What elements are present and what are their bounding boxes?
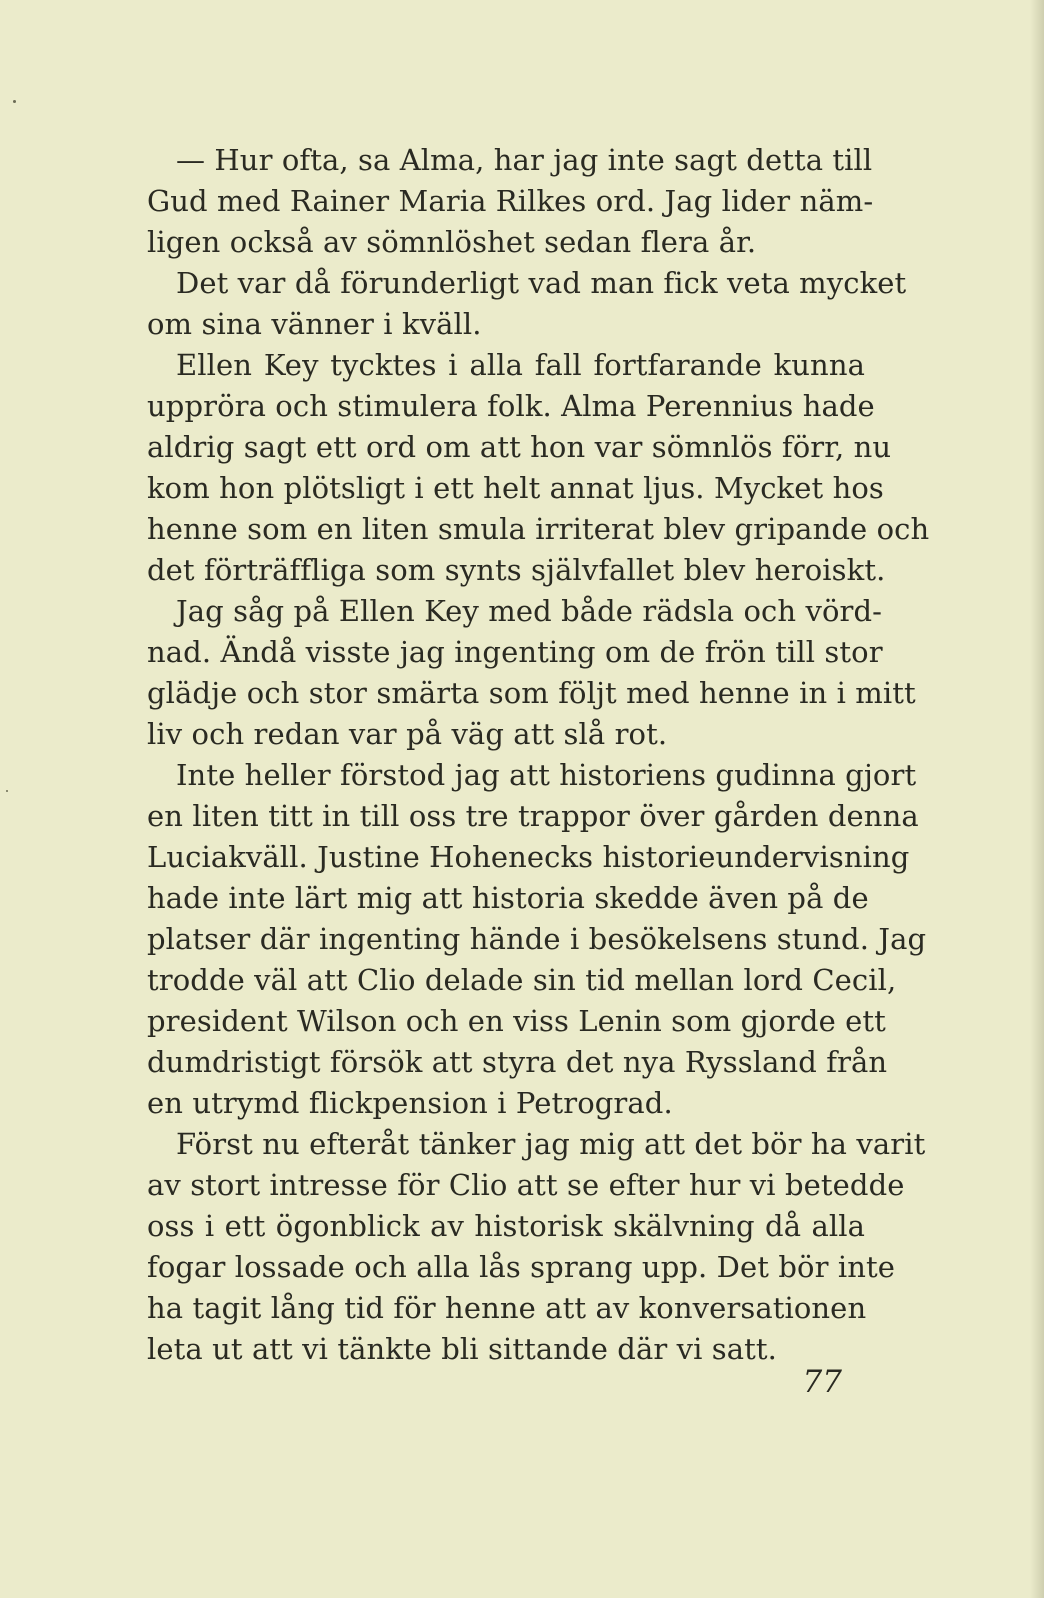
body-text xyxy=(147,140,930,1370)
text-line: nad. Ändå visste jag ingenting om de frön till stor xyxy=(147,635,883,669)
text-line: dumdristigt försök att styra det nya Ryssland från xyxy=(147,1045,888,1079)
text-line: glädje och stor smärta som följt med henne in i mitt xyxy=(147,676,916,710)
text-line: president Wilson och en viss Lenin som gjorde ett xyxy=(147,1004,886,1038)
page-number: 77 xyxy=(802,1364,842,1400)
text-line: liv och redan var på väg att slå rot. xyxy=(147,717,668,751)
paper-speck xyxy=(13,100,16,103)
text-line: Luciakväll. Justine Hohenecks historieundervisning xyxy=(147,840,910,874)
text-line: en utrymd flickpension i Petrograd. xyxy=(147,1086,673,1120)
text-line: leta ut att vi tänkte bli sittande där vi satt. xyxy=(147,1332,777,1366)
text-line: — Hur ofta, sa Alma, har jag inte sagt detta till xyxy=(176,143,873,177)
text-line: om sina vänner i kväll. xyxy=(147,307,482,341)
page-edge-shadow xyxy=(1030,0,1044,1598)
text-line: henne som en liten smula irriterat blev gripande och xyxy=(147,512,930,546)
text-line: kom hon plötsligt i ett helt annat ljus. Mycket hos xyxy=(147,471,884,505)
text-line: Gud med Rainer Maria Rilkes ord. Jag lider näm- xyxy=(147,184,874,218)
text-line: trodde väl att Clio delade sin tid mellan lord Cecil, xyxy=(147,963,897,997)
text-line: det förträffliga som synts självfallet blev heroiskt. xyxy=(147,553,886,587)
text-line: Jag såg på Ellen Key med både rädsla och vörd- xyxy=(176,594,883,628)
paper-speck xyxy=(6,790,8,792)
text-line: Först nu efteråt tänker jag mig att det bör ha varit xyxy=(176,1127,926,1161)
text-line: hade inte lärt mig att historia skedde även på de xyxy=(147,881,869,915)
text-line: Inte heller förstod jag att historiens gudinna gjort xyxy=(176,758,917,792)
text-line: Ellen Key tycktes i alla fall fortfarande kunna xyxy=(176,348,865,382)
text-line: ligen också av sömnlöshet sedan flera år. xyxy=(147,225,757,259)
text-line: uppröra och stimulera folk. Alma Perennius hade xyxy=(147,389,875,423)
text-line: aldrig sagt ett ord om att hon var sömnlös förr, nu xyxy=(147,430,892,464)
text-line: fogar lossade och alla lås sprang upp. Det bör inte xyxy=(147,1250,896,1284)
text-line: av stort intresse för Clio att se efter hur vi betedde xyxy=(147,1168,905,1202)
text-line: oss i ett ögonblick av historisk skälvning då alla xyxy=(147,1209,865,1243)
text-line: platser där ingenting hände i besökelsens stund. Jag xyxy=(147,922,927,956)
text-line: en liten titt in till oss tre trappor över gården denna xyxy=(147,799,919,833)
text-line: ha tagit lång tid för henne att av konversationen xyxy=(147,1291,867,1325)
text-line: Det var då förunderligt vad man fick veta mycket xyxy=(176,266,907,300)
